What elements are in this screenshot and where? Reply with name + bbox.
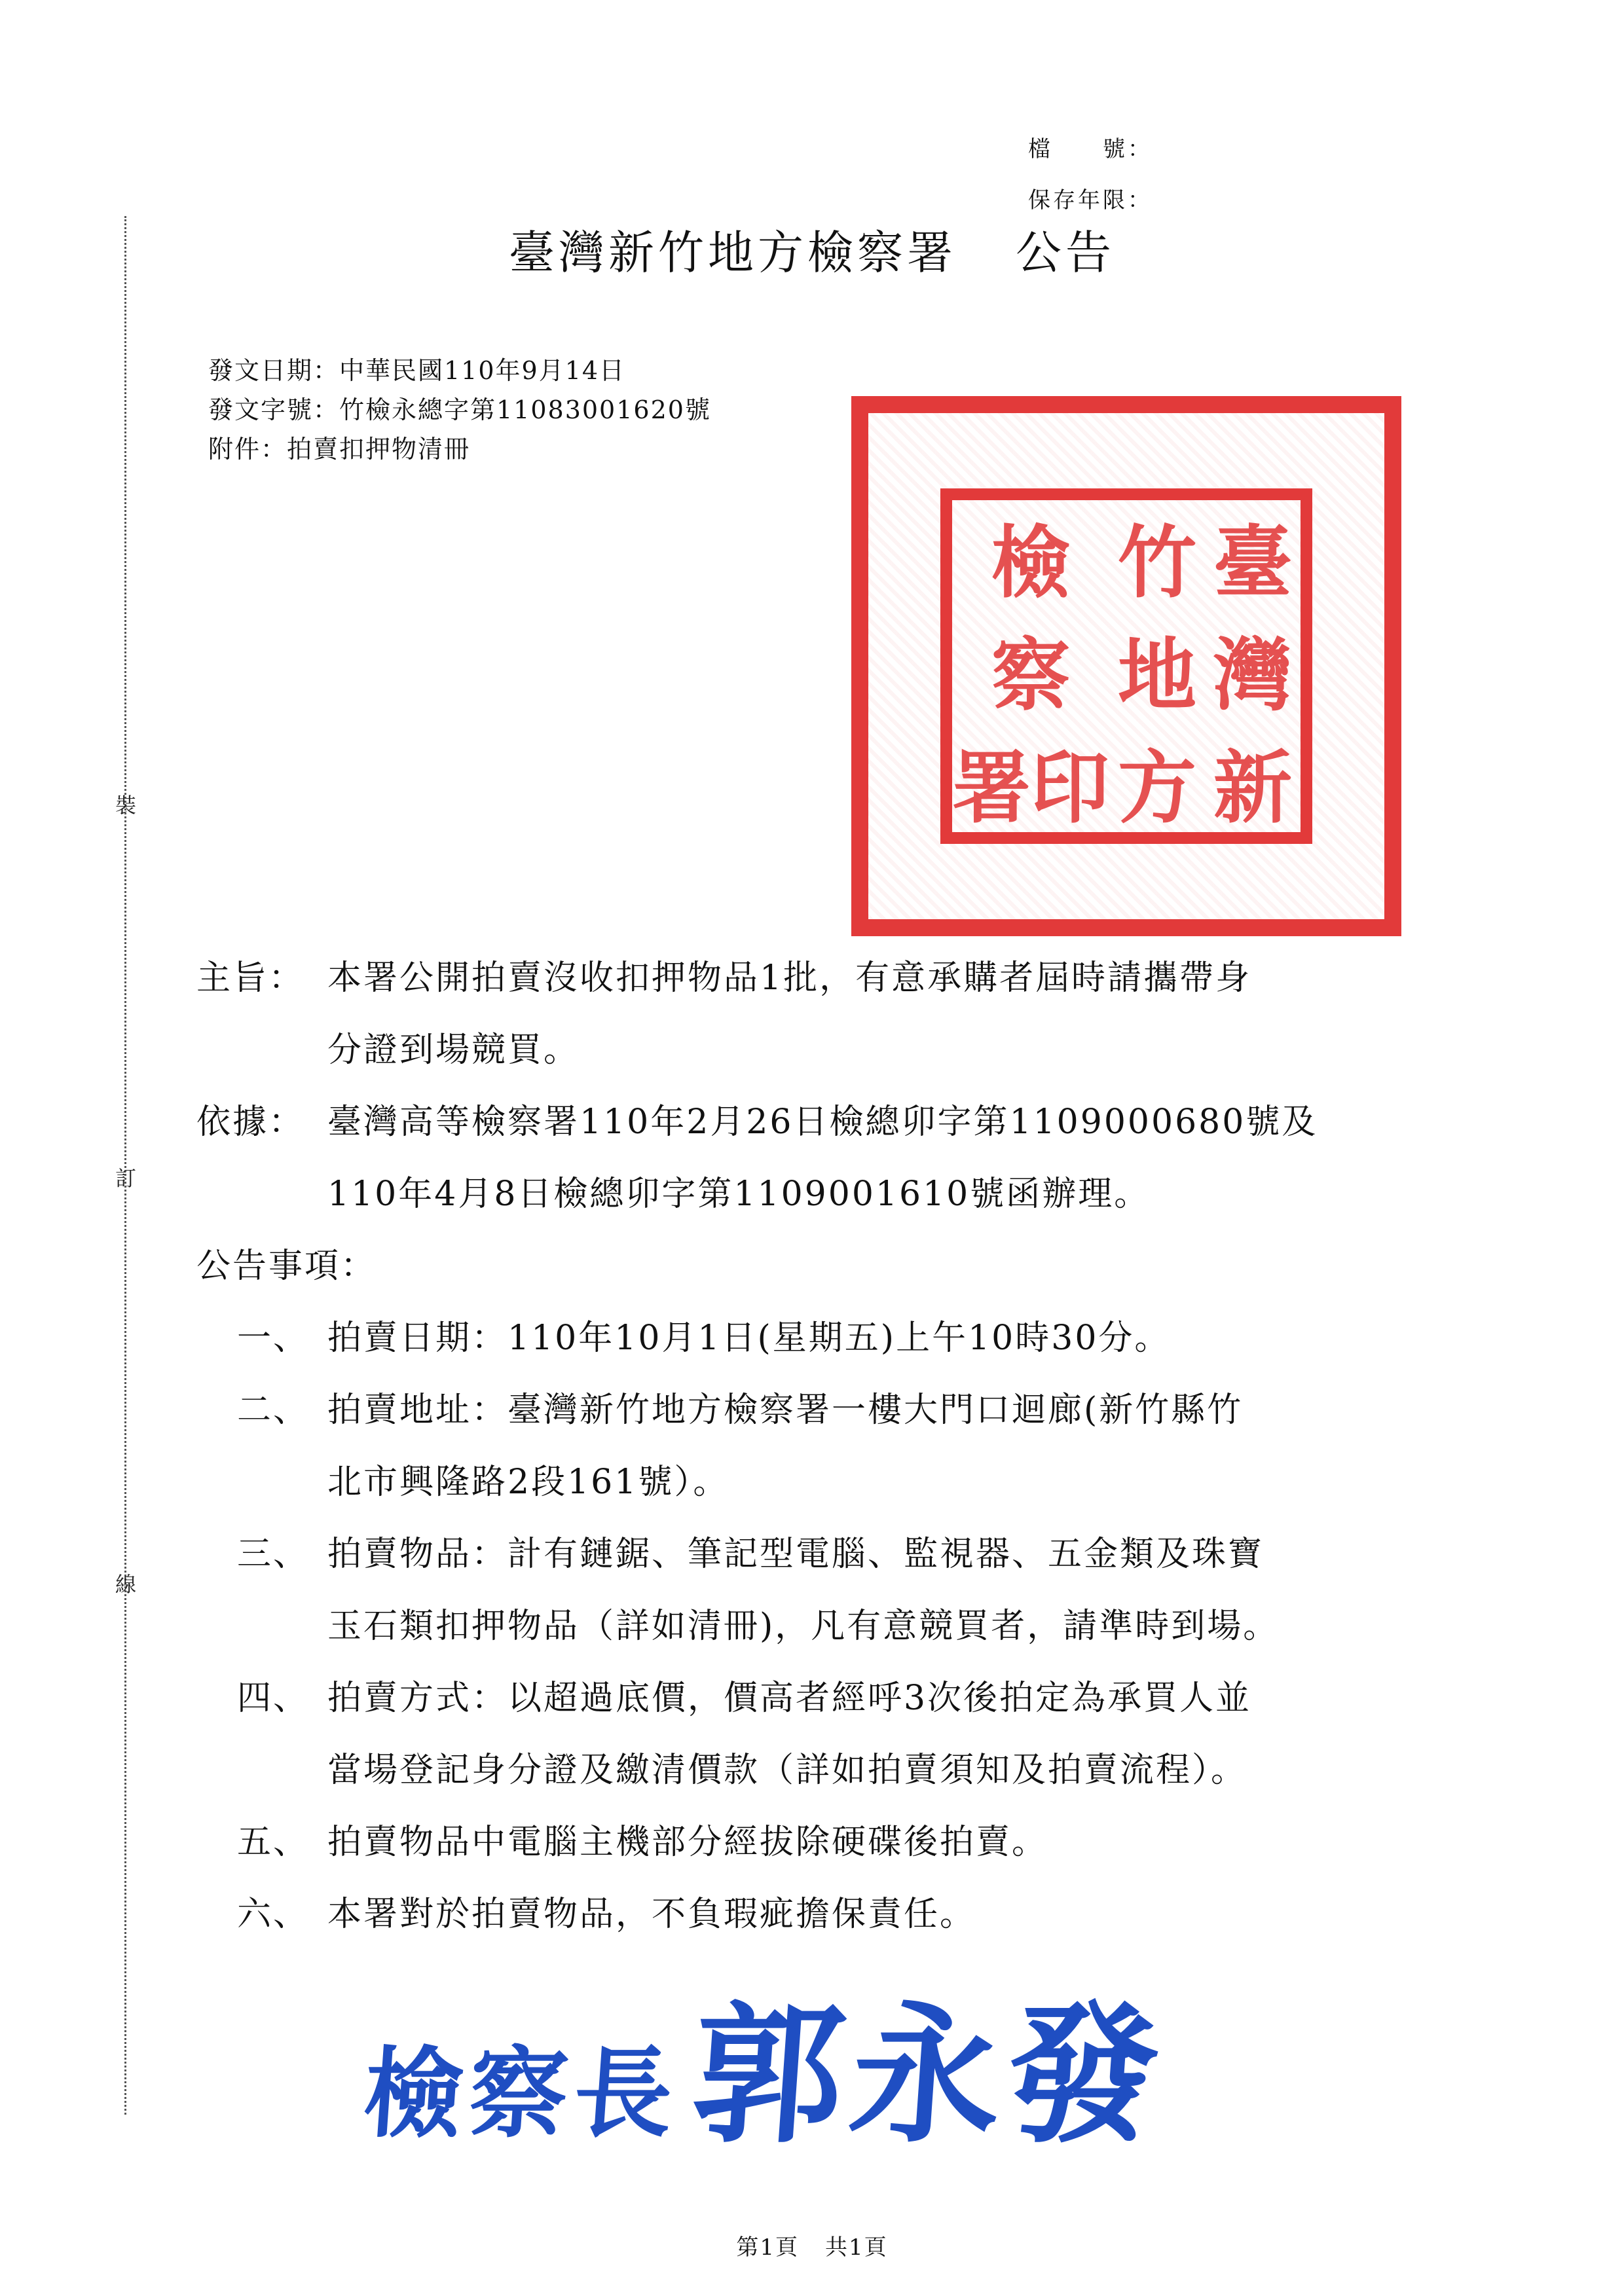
signature-title: 檢察長 <box>360 2036 683 2151</box>
seal-inscription <box>940 488 1312 844</box>
item-line: 本署對於拍賣物品，不負瑕疵擔保責任。 <box>327 1895 976 1934</box>
item-line: 拍賣物品中電腦主機部分經拔除硬碟後拍賣。 <box>327 1823 1048 1862</box>
item-line: 北市興隆路2段161號）。 <box>327 1463 729 1502</box>
seal-char: 方 <box>1118 742 1196 834</box>
seal-char: 署 <box>952 742 1031 834</box>
item-number: 三、 <box>237 1535 310 1574</box>
document-type: 公告 <box>1016 226 1115 280</box>
subject-label: 主旨： <box>196 958 305 998</box>
seal-char <box>952 725 1109 838</box>
binding-mark-xian: 線 <box>115 1572 137 1597</box>
item-line: 玉石類扣押物品（詳如清冊)，凡有意競買者，請準時到場。 <box>327 1607 1280 1646</box>
item-line: 拍賣日期：110年10月1日(星期五)上午10時30分。 <box>327 1319 1171 1358</box>
file-number-label: 檔 號： <box>1028 136 1153 162</box>
binding-mark-zhuang: 裝 <box>115 793 137 818</box>
page-footer <box>0 2229 1624 2261</box>
item-line: 拍賣方式：以超過底價，價高者經呼3次後拍定為承買人並 <box>327 1679 1252 1718</box>
binding-mark-ding: 訂 <box>115 1166 137 1191</box>
item-number: 六、 <box>237 1895 310 1934</box>
seal-char: 臺 <box>1213 517 1292 609</box>
page-total: 共1頁 <box>825 2234 888 2261</box>
subject-line-1: 本署公開拍賣沒收扣押物品1批，有意承購者屆時請攜帶身 <box>327 958 1252 998</box>
document-title <box>0 216 1624 282</box>
item-line: 當場登記身分證及繳清價款（詳如拍賣須知及拍賣流程）。 <box>327 1751 1247 1790</box>
seal-char: 察 <box>991 629 1070 721</box>
document-number: 發文字號：竹檢永總字第11083001620號 <box>208 395 711 424</box>
chief-prosecutor-signature <box>359 1954 1173 2171</box>
basis-label: 依據： <box>196 1102 305 1142</box>
seal-char: 竹 <box>1118 517 1196 609</box>
basis-line-1: 臺灣高等檢察署110年2月26日檢總卯字第1109000680號及 <box>327 1102 1318 1142</box>
seal-char: 檢 <box>991 517 1070 609</box>
subject-line-2: 分證到場競買。 <box>327 1030 580 1070</box>
item-number: 四、 <box>237 1679 310 1718</box>
item-line: 拍賣物品：計有鏈鋸、筆記型電腦、監視器、五金類及珠寶 <box>327 1535 1264 1574</box>
signature-name: 郭永發 <box>687 1987 1172 2164</box>
seal-char: 印 <box>1031 742 1109 834</box>
item-number: 一、 <box>237 1319 310 1358</box>
issue-date: 發文日期：中華民國110年9月14日 <box>208 356 626 385</box>
announcement-items-label: 公告事項： <box>196 1247 377 1286</box>
official-seal <box>851 396 1401 936</box>
item-number: 五、 <box>237 1823 310 1862</box>
page-number: 第1頁 <box>736 2234 799 2261</box>
seal-char: 新 <box>1213 742 1292 834</box>
item-line: 拍賣地址：臺灣新竹地方檢察署一樓大門口迴廊(新竹縣竹 <box>327 1391 1244 1430</box>
seal-char: 地 <box>1118 629 1196 721</box>
retention-period-label: 保存年限： <box>1028 187 1153 213</box>
basis-line-2: 110年4月8日檢總卯字第1109001610號函辦理。 <box>327 1175 1151 1214</box>
attachment: 附件：拍賣扣押物清冊 <box>208 435 471 464</box>
seal-char: 灣 <box>1213 629 1292 721</box>
agency-name: 臺灣新竹地方檢察署 <box>509 226 957 280</box>
item-number: 二、 <box>237 1391 310 1430</box>
